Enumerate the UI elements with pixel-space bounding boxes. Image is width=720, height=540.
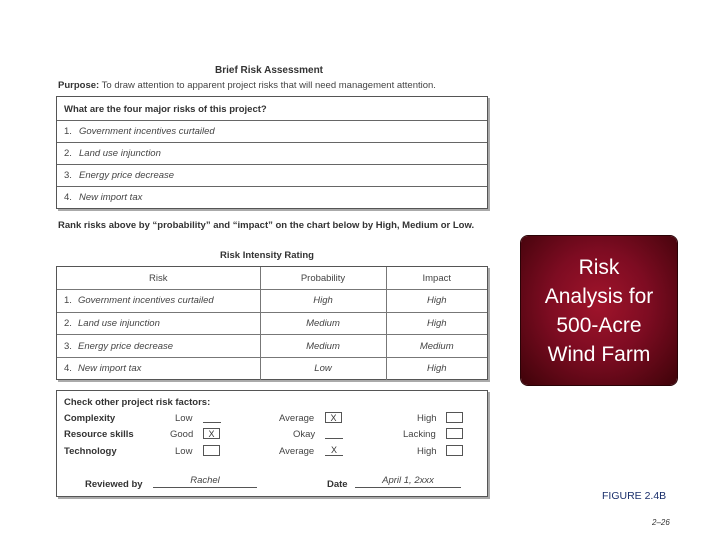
cell-impact: High (386, 290, 487, 313)
figure-label: FIGURE 2.4B (602, 490, 667, 502)
factor-checkbox[interactable]: X (203, 428, 220, 439)
factor-label-complexity: Complexity (64, 413, 116, 424)
cell-impact: High (426, 363, 447, 375)
table-row (57, 335, 487, 358)
risk-number: 4. (64, 192, 72, 203)
slide-title-line: Wind Farm (547, 342, 651, 366)
risk-list-item (57, 186, 487, 208)
factor-option: High (417, 446, 437, 457)
factor-checkbox[interactable] (446, 412, 463, 423)
purpose-line (58, 80, 436, 91)
risk-intensity-title: Risk Intensity Rating (220, 250, 314, 261)
factor-option: Lacking (403, 429, 436, 440)
risk-factors-box (56, 390, 488, 497)
factor-label-resource-skills: Resource skills (64, 429, 134, 440)
table-row (57, 357, 487, 380)
reviewed-by-field[interactable]: Rachel (153, 475, 257, 488)
risk-text: Government incentives curtailed (79, 126, 215, 137)
reviewed-by-label: Reviewed by (85, 479, 143, 490)
purpose-label: Purpose: (58, 80, 100, 91)
table-row (57, 312, 487, 335)
risk-list-item (57, 142, 487, 164)
factor-option: Low (175, 446, 193, 457)
major-risks-question: What are the four major risks of this project? (64, 104, 267, 115)
risk-factors-heading: Check other project risk factors: (64, 397, 211, 408)
cell-probability: Medium (260, 312, 386, 335)
cell-probability: Low (260, 357, 386, 380)
risk-text: Land use injunction (79, 148, 161, 159)
risk-number: 3. (64, 170, 72, 181)
cell-risk: 3. Energy price decrease (57, 335, 260, 358)
cell-impact: Medium (386, 335, 487, 358)
factor-checkbox[interactable] (446, 445, 463, 456)
slide-title (539, 253, 660, 369)
slide-title-line: Risk (578, 255, 620, 279)
cell-probability: High (260, 290, 386, 313)
factor-checkline[interactable]: X (325, 445, 343, 456)
risk-number: 2. (64, 148, 72, 159)
factor-label-technology: Technology (64, 446, 117, 457)
cell-probability: Medium (260, 335, 386, 358)
factor-checkline[interactable] (203, 412, 221, 423)
document-title: Brief Risk Assessment (215, 65, 324, 76)
factor-option: Average (279, 413, 315, 424)
table-row (57, 290, 487, 313)
cell-risk: 4. New import tax (57, 357, 260, 380)
table-header-row (57, 267, 487, 290)
date-field[interactable]: April 1, 2xxx (355, 475, 461, 488)
factor-checkbox[interactable] (446, 428, 463, 439)
date-label: Date (327, 479, 348, 490)
page-number: 2–26 (652, 518, 670, 527)
rank-instruction: Rank risks above by “probability” and “impact” on the chart below by High, Medium or Low. (58, 220, 475, 231)
risk-intensity-table (56, 266, 488, 380)
purpose-text: To draw attention to apparent project risks that will need management attention. (101, 80, 436, 91)
factor-checkline[interactable] (325, 428, 343, 439)
risk-text: Energy price decrease (79, 170, 175, 181)
risk-list-item (57, 164, 487, 186)
factor-option: Good (170, 429, 194, 440)
risk-list-item (57, 120, 487, 142)
header-probability: Probability (260, 267, 386, 290)
slide-title-card (521, 236, 677, 385)
factor-checkbox[interactable] (203, 445, 220, 456)
major-risks-box (56, 96, 488, 209)
header-impact: Impact (386, 267, 487, 290)
factor-option: Okay (293, 429, 316, 440)
factor-option: High (417, 413, 437, 424)
slide-title-line: Analysis for (544, 284, 654, 308)
factor-option: Low (175, 413, 193, 424)
factor-option: Average (279, 446, 315, 457)
risk-text: New import tax (79, 192, 143, 203)
cell-risk: 1. Government incentives curtailed (57, 290, 260, 313)
cell-impact: High (386, 312, 487, 335)
header-risk: Risk (57, 267, 260, 290)
slide-title-line: 500-Acre (556, 313, 642, 337)
risk-number: 1. (64, 126, 72, 137)
cell-risk: 2. Land use injunction (57, 312, 260, 335)
factor-checkbox[interactable]: X (325, 412, 342, 423)
